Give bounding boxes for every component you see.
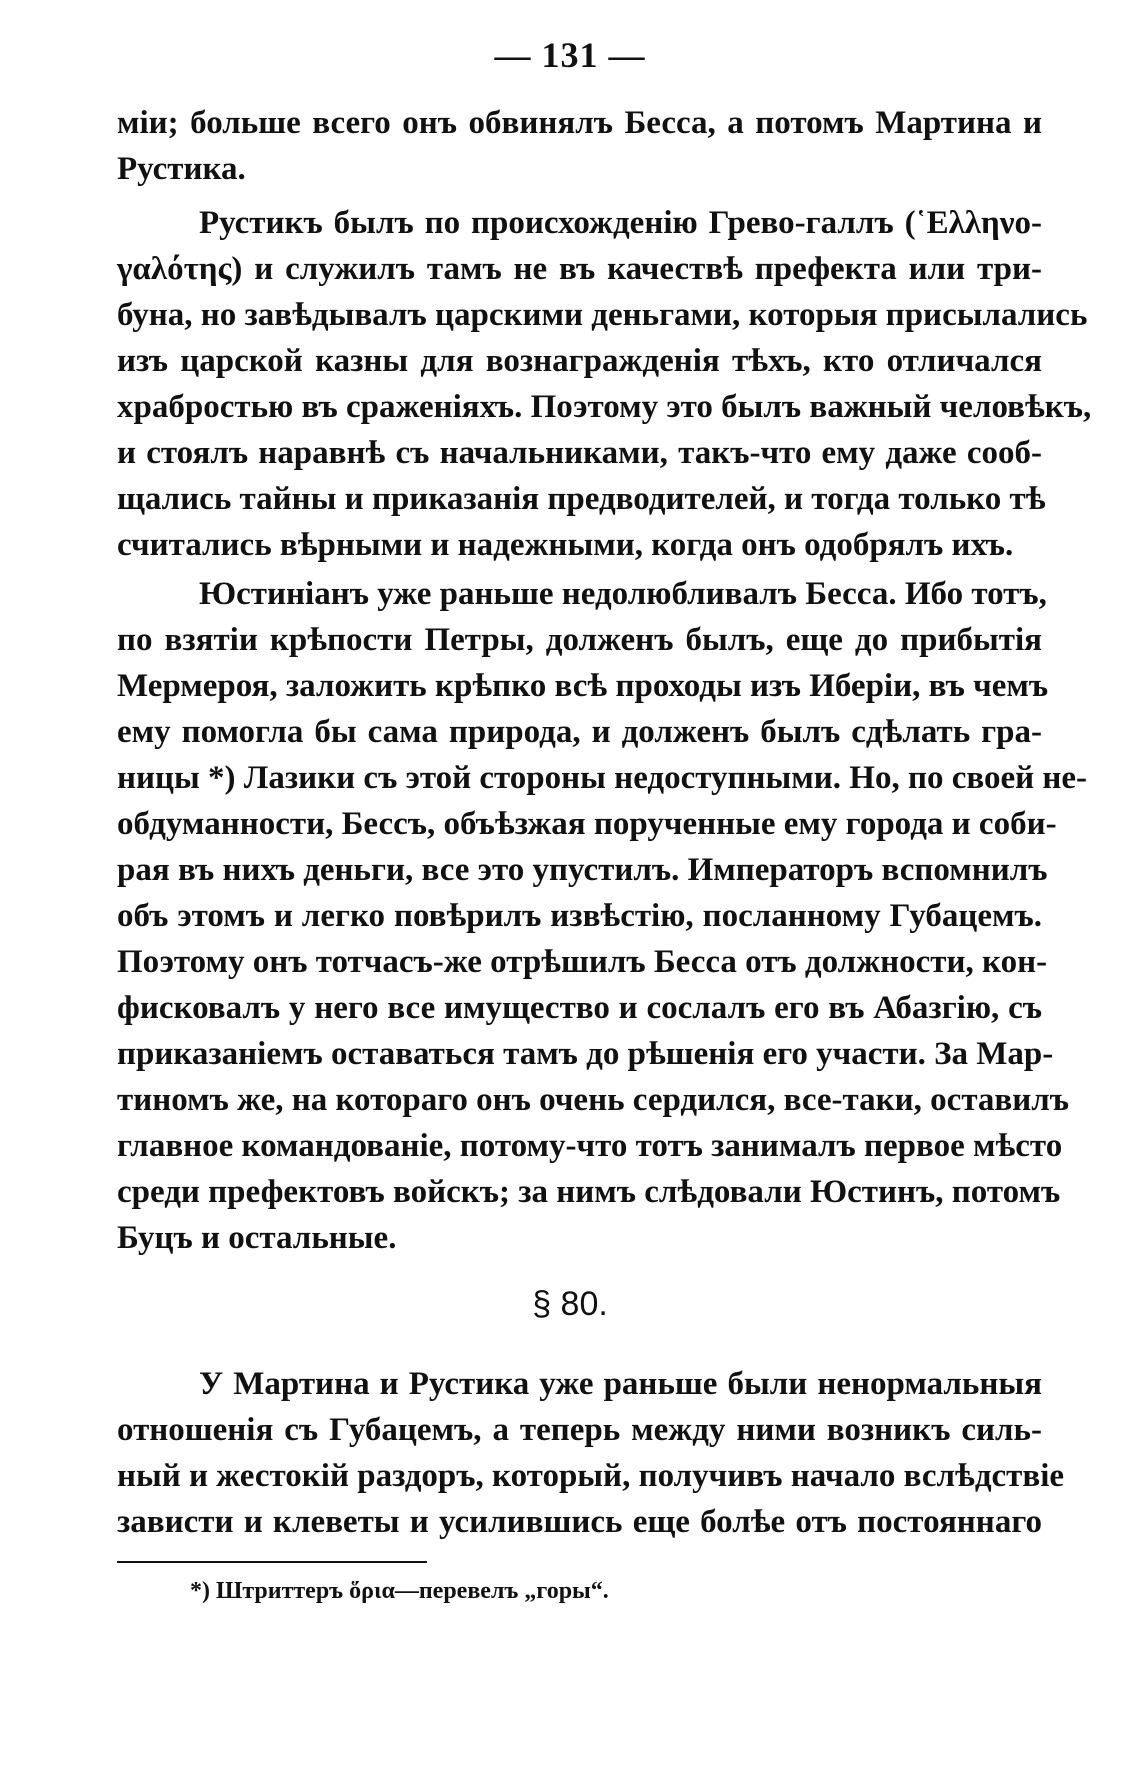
text-line: рая въ нихъ деньги, все это упустилъ. Императоръ вспомнилъ	[117, 852, 1048, 888]
text-line: Поэтому онъ тотчасъ-же отрѣшилъ Бесса отъ должности, кон-	[117, 944, 1048, 980]
text-line: γαλότης) и служилъ тамъ не въ качествѣ префекта или три-	[117, 251, 1042, 287]
text-line: Мермероя, заложить крѣпко всѣ проходы изъ Иберіи, въ чемъ	[117, 668, 1049, 704]
page-number: — 131 —	[494, 35, 646, 75]
text-line: Рустика.	[117, 151, 246, 187]
text-line: Буцъ и остальные.	[117, 1220, 397, 1256]
text-line: отношенія съ Губацемъ, а теперь между ними возникъ силь-	[117, 1412, 1042, 1448]
text-line: изъ царской казны для вознагражденія тѣхъ, кто отличался	[117, 343, 1042, 379]
text-line: храбростью въ сраженіяхъ. Поэтому это былъ важный человѣкъ,	[117, 389, 1092, 425]
text-line: щались тайны и приказанія предводителей, и тогда только тѣ	[117, 481, 1046, 517]
text-line: Юстиніанъ уже раньше недолюбливалъ Бесса. Ибо тотъ,	[199, 576, 1047, 612]
paragraph-continuation	[117, 100, 1042, 192]
paragraph-justinian	[117, 571, 1088, 1261]
text-line: Рустикъ былъ по происхожденію Грево-галлъ (῾Ελληνο-	[199, 205, 1042, 241]
text-line: фисковалъ у него все имущество и сослалъ его въ Абазгію, съ	[117, 990, 1042, 1026]
text-line: ный и жестокій раздоръ, который, получивъ начало вслѣдствіе	[117, 1458, 1065, 1494]
text-line: ему помогла бы сама природа, и долженъ былъ сдѣлать гра-	[117, 714, 1042, 750]
footnote: *) Штриттеръ ὅρια—перевелъ „горы“.	[190, 1578, 609, 1604]
section-heading: § 80.	[532, 1285, 608, 1323]
text-line: по взятіи крѣпости Петры, долженъ былъ, еще до прибытія	[117, 622, 1042, 658]
paragraph-rusticus	[117, 200, 1092, 568]
text-line: тиномъ же, на котораго онъ очень сердился, все-таки, оставилъ	[117, 1082, 1070, 1118]
text-line: главное командованіе, потому-что тотъ занималъ первое мѣсто	[117, 1128, 1063, 1164]
text-line: объ этомъ и легко повѣрилъ извѣстію, посланному Губацемъ.	[117, 898, 1042, 934]
text-line: міи; больше всего онъ обвинялъ Бесса, а потомъ Мартина и	[117, 105, 1042, 141]
text-line: ницы *) Лазики съ этой стороны недоступными. Но, по своей не-	[117, 760, 1088, 796]
text-line: среди префектовъ войскъ; за нимъ слѣдовали Юстинъ, потомъ	[117, 1174, 1061, 1210]
text-line: и стоялъ наравнѣ съ начальниками, такъ-что ему даже сооб-	[117, 435, 1042, 471]
text-line: буна, но завѣдывалъ царскими деньгами, которыя присылались	[117, 297, 1088, 333]
footnote-divider	[117, 1561, 427, 1563]
text-line: обдуманности, Бессъ, объѣзжая порученные ему города и соби-	[117, 806, 1057, 842]
text-line: зависти и клеветы и усилившись еще болѣе отъ постояннаго	[117, 1504, 1042, 1540]
text-line: приказаніемъ оставаться тамъ до рѣшенія его участи. За Мар-	[117, 1036, 1054, 1072]
text-line: У Мартина и Рустика уже раньше были ненормальныя	[199, 1366, 1042, 1402]
paragraph-section-80	[117, 1361, 1065, 1545]
text-line: считались вѣрными и надежными, когда онъ одобрялъ ихъ.	[117, 527, 1014, 563]
